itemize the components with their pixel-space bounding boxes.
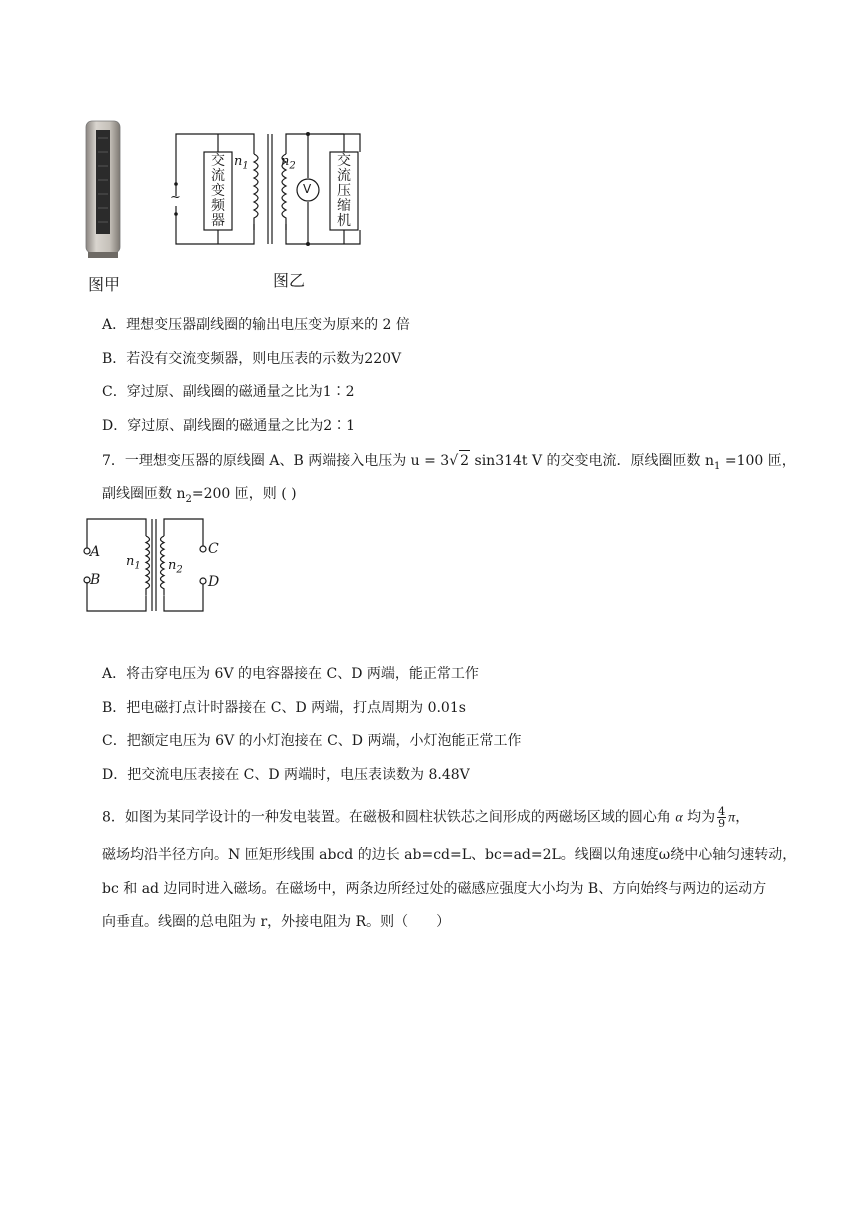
terminal-b-label: B: [90, 572, 101, 588]
terminal-c-label: C: [208, 541, 219, 557]
q6-option-a: A．理想变压器副线圈的输出电压变为原来的 2 倍: [102, 317, 410, 333]
q8-stem-line3: bc 和 ad 边同时进入磁场。在磁场中，两条边所经过处的磁感应强度大小均为 B、方向始终与两边的运动方: [102, 881, 767, 897]
q7-stem-line2: 副线圈匝数 $n_2=200$ 匝，则 ( ): [102, 486, 297, 505]
label-n1: $n_1$: [234, 154, 249, 172]
fraction-4-9: $\frac{4}{9}$: [718, 805, 726, 830]
caption-yi: 图乙: [273, 271, 306, 290]
q7-transformer-diagram: [80, 516, 230, 616]
caption-jia: 图甲: [88, 275, 121, 294]
transformer-circuit-diagram: [168, 124, 368, 252]
q7-option-c: C．把额定电压为 6V 的小灯泡接在 C、D 两端，小灯泡能正常工作: [102, 733, 522, 749]
q7-option-b: B．把电磁打点计时器接在 C、D 两端，打点周期为 0.01s: [102, 700, 466, 716]
terminal-d-label: D: [208, 574, 220, 590]
q6-option-b: B．若没有交流变频器，则电压表的示数为220V: [102, 351, 402, 367]
q8-stem-line1: 8．如图为某同学设计的一种发电装置。在磁极和圆柱状铁芯之间形成的两磁场区域的圆心角 α 均为 $\frac{4}{9}$ π，: [102, 805, 750, 830]
ac-source-symbol: ~: [170, 190, 181, 205]
compressor-box-label: 交流压缩机: [337, 153, 351, 229]
q7-label-n1: $n_1$: [126, 554, 141, 572]
q8-stem-line2: 磁场均沿半径方向。N 匝矩形线围 abcd 的边长 ab=cd=L、bc=ad=2L。线圈以角速度ω绕中心轴匀速转动，: [102, 847, 797, 863]
q7-option-a: A．将击穿电压为 6V 的电容器接在 C、D 两端，能正常工作: [102, 666, 479, 682]
q7-stem-line1: 7．一理想变压器的原线圈 A、B 两端接入电压为 u = 3√ 2 sin314t V 的交变电流．原线圈匝数 $n_1 =100$ 匝，: [102, 450, 796, 477]
voltmeter-label: V: [303, 182, 312, 196]
q7-option-d: D．把交流电压表接在 C、D 两端时，电压表读数为 8.48V: [102, 767, 470, 783]
q8-stem-line4: 向垂直。线圈的总电阻为 r，外接电阻为 R。则（ ）: [102, 914, 451, 930]
terminal-a-label: A: [90, 544, 101, 560]
q6-option-c: C．穿过原、副线圈的磁通量之比为1∶2: [102, 384, 355, 400]
q6-option-d: D．穿过原、副线圈的磁通量之比为2∶1: [102, 418, 356, 434]
air-conditioner-image: [85, 118, 121, 260]
q7-label-n2: $n_2$: [168, 558, 183, 576]
label-n2: $n_2$: [281, 154, 296, 172]
frequency-converter-box-label: 交流变频器: [211, 153, 225, 229]
